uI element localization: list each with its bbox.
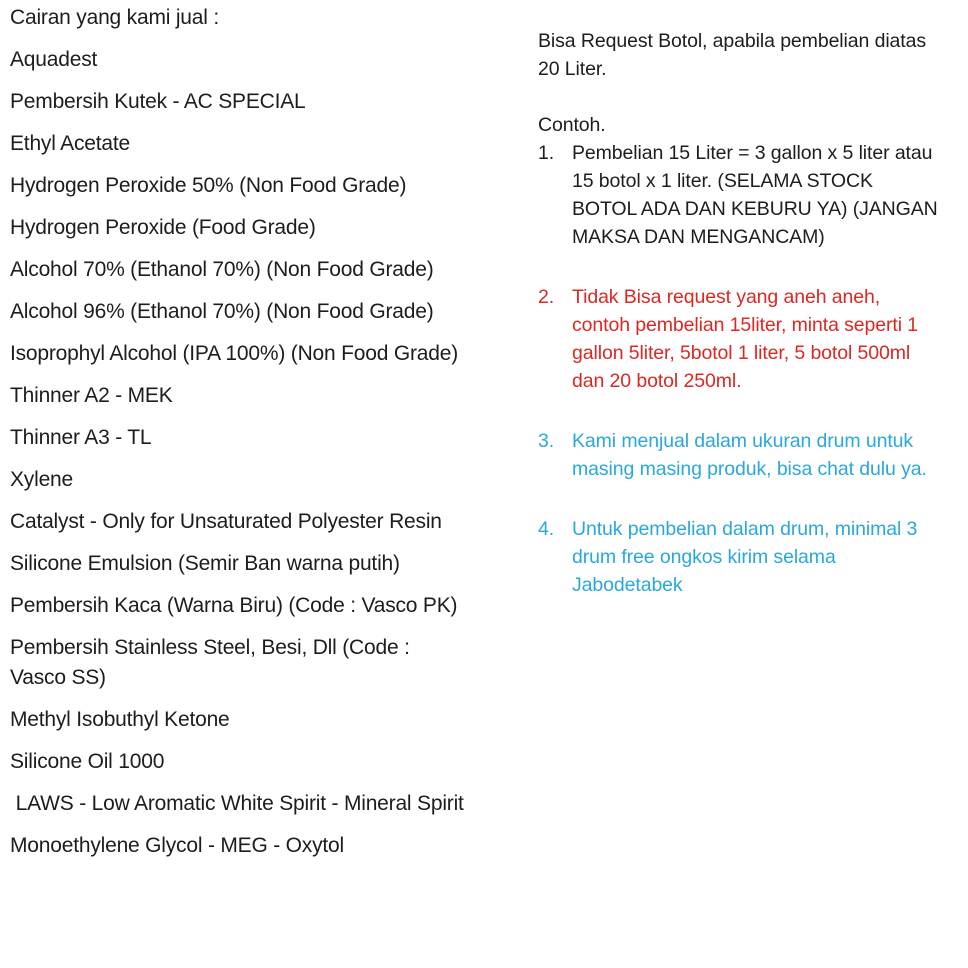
note-item: [538, 139, 938, 251]
note-text: Kami menjual dalam ukuran drum untuk masing masing produk, bisa chat dulu ya.: [572, 430, 927, 480]
product-item: Thinner A3 - TL: [10, 426, 152, 449]
note-number: 4.: [538, 518, 555, 540]
note-item: [538, 515, 938, 599]
contoh-label: Contoh.: [538, 114, 606, 136]
product-item: Methyl Isobuthyl Ketone: [10, 708, 230, 731]
product-item: Thinner A2 - MEK: [10, 384, 173, 407]
product-item: Silicone Oil 1000: [10, 750, 165, 773]
product-item: Alcohol 70% (Ethanol 70%) (Non Food Grade): [10, 258, 434, 281]
product-item: Catalyst - Only for Unsaturated Polyester Resin: [10, 510, 442, 533]
product-item: Hydrogen Peroxide 50% (Non Food Grade): [10, 174, 407, 197]
note-number: 1.: [538, 142, 555, 164]
product-item: Xylene: [10, 468, 74, 491]
product-item: LAWS - Low Aromatic White Spirit - Mineral Spirit: [10, 792, 464, 815]
product-item: Ethyl Acetate: [10, 132, 130, 155]
product-item: Pembersih Kaca (Warna Biru) (Code : Vasco PK): [10, 594, 458, 617]
product-item: Pembersih Kutek - AC SPECIAL: [10, 90, 306, 113]
note-item: [538, 427, 938, 483]
intro-text: Bisa Request Botol, apabila pembelian diatas 20 Liter.: [538, 30, 927, 80]
notes-panel: [538, 27, 938, 599]
product-list: [10, 3, 468, 873]
note-item: [538, 283, 938, 395]
note-text: Untuk pembelian dalam drum, minimal 3 drum free ongkos kirim selama Jabodetabek: [572, 518, 918, 596]
product-item: Isoprophyl Alcohol (IPA 100%) (Non Food Grade): [10, 342, 458, 365]
product-item: Hydrogen Peroxide (Food Grade): [10, 216, 316, 239]
note-text: Tidak Bisa request yang aneh aneh, contoh pembelian 15liter, minta seperti 1 gallon 5liter, 5botol 1 liter, 5 botol 500ml dan 20 botol 250ml.: [572, 286, 919, 392]
notes-list: [538, 139, 938, 599]
product-item: Monoethylene Glycol - MEG - Oxytol: [10, 834, 344, 857]
product-item: Silicone Emulsion (Semir Ban warna putih): [10, 552, 400, 575]
product-item: Pembersih Stainless Steel, Besi, Dll (Code : Vasco SS): [10, 636, 416, 689]
product-item: Aquadest: [10, 48, 98, 71]
note-number: 2.: [538, 286, 555, 308]
note-text: Pembelian 15 Liter = 3 gallon x 5 liter atau 15 botol x 1 liter. (SELAMA STOCK BOTOL ADA DAN KEBURU YA) (JANGAN MAKSA DAN MENGANCAM): [572, 142, 938, 248]
product-item: Alcohol 96% (Ethanol 70%) (Non Food Grade): [10, 300, 434, 323]
note-number: 3.: [538, 430, 555, 452]
page-title: Cairan yang kami jual :: [10, 6, 219, 29]
